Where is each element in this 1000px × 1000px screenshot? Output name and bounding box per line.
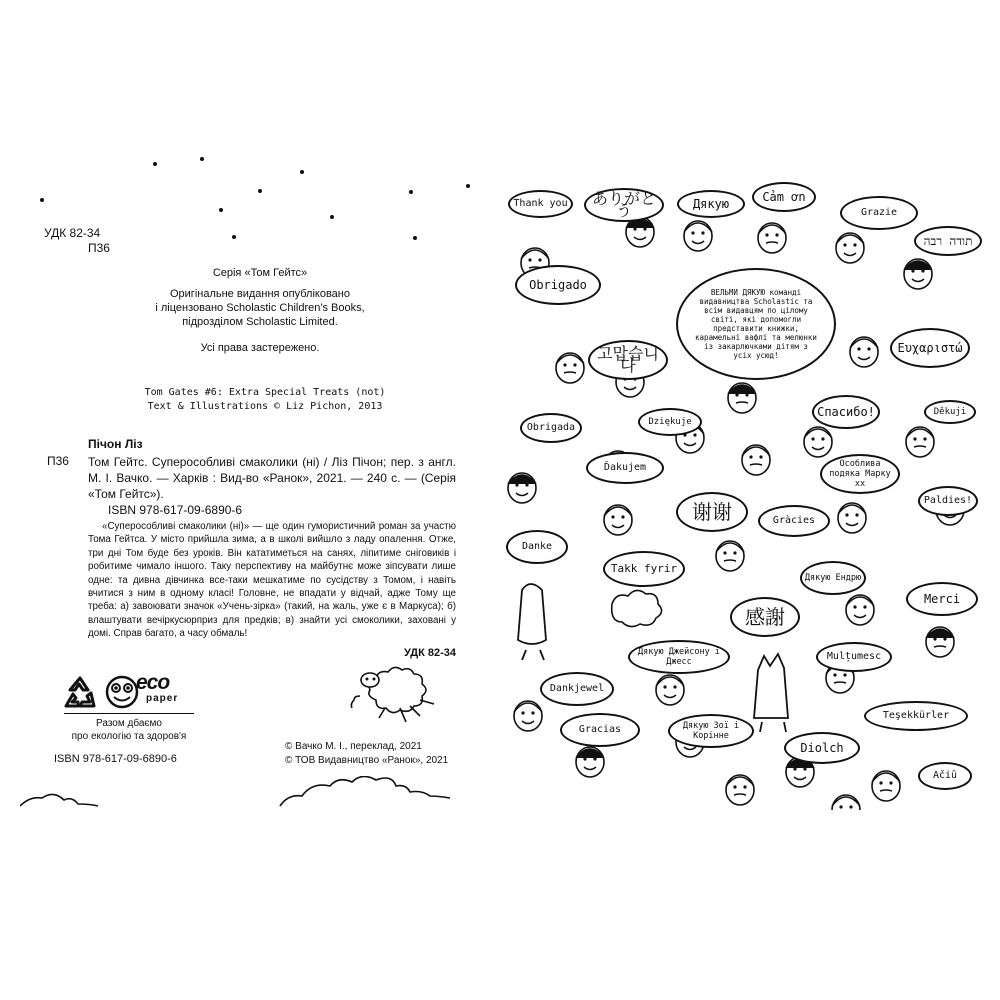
doodle-face-icon xyxy=(872,771,900,801)
snow-dot xyxy=(40,198,44,202)
bubble-gracies: Gràcies xyxy=(758,505,830,537)
udk-top: УДК 82-34 xyxy=(44,226,101,240)
bubble-spasibo: Спасибо! xyxy=(812,395,880,429)
snow-dot xyxy=(300,170,304,174)
bubble-cam-on: Cảm ơn xyxy=(752,182,816,212)
bubble-paldies: Paldies! xyxy=(918,486,978,516)
bubble-merci: Merci xyxy=(906,582,978,616)
doodle-face-icon xyxy=(742,445,770,475)
bubble-dankjewel: Dankjewel xyxy=(540,672,614,706)
bubble-gomapseumnida: 고맙습니다 xyxy=(588,340,668,380)
doodle-face-icon xyxy=(514,701,542,731)
snow-dot xyxy=(232,235,236,239)
doodle-face-icon xyxy=(838,503,866,533)
classification-code: П36 xyxy=(47,454,69,468)
bubble-obrigada: Obrigada xyxy=(520,413,582,443)
doodle-face-icon xyxy=(758,223,786,253)
sheep-doodle-icon xyxy=(612,590,662,626)
bubble-thanks-jason-jess: Дякую Джейсону і Джесс xyxy=(628,640,730,674)
snow-dot xyxy=(200,157,204,161)
doodle-face-icon xyxy=(556,353,584,383)
eco-logo-text: eco xyxy=(136,671,170,694)
snow-dot xyxy=(409,190,413,194)
doodle-face-icon xyxy=(804,427,832,457)
bubble-dakujem: Ďakujem xyxy=(586,452,664,484)
doodle-face-icon xyxy=(904,259,932,289)
snow-dot xyxy=(258,189,262,193)
bubble-takk-fyrir: Takk fyrir xyxy=(603,551,685,587)
bubble-dziekuje: Dziękuje xyxy=(638,408,702,436)
bug-doodle-icon xyxy=(518,584,546,660)
copyright-publisher: © ТОВ Видавництво «Ранок», 2021 xyxy=(285,755,449,766)
bubble-thank-you: Thank you xyxy=(508,190,573,218)
bubble-thanks-zoe-corinne: Дякую Зої і Корінне xyxy=(668,714,754,748)
snow-hills-drawing xyxy=(20,776,470,816)
doodle-face-icon xyxy=(850,337,878,367)
doodle-face-icon xyxy=(728,383,756,413)
smiley-icon xyxy=(107,677,137,707)
doodle-face-icon xyxy=(926,627,954,657)
bubble-toda-raba: תודה רבה xyxy=(914,226,982,256)
udk-bottom: УДК 82-34 xyxy=(403,647,456,659)
bubble-gracias: Gracias xyxy=(560,713,640,747)
bubble-efcharisto: Ευχαριστώ xyxy=(890,328,970,368)
bubble-arigatou: ありがとう xyxy=(584,188,664,222)
bubble-multumesc: Mulțumesc xyxy=(816,642,892,672)
bubble-diolch: Diolch xyxy=(784,732,860,764)
bibliographic-description: Том Гейтс. Суперособливі смаколики (ні) / Ліз Пічон; пер. з англ. М. І. Вачко. — Харків : Вид-во «Ранок», 2021. — 240 с. — (Серія «Том Гейтс»). xyxy=(88,455,456,501)
doodle-face-icon xyxy=(836,233,864,263)
bubble-kansha: 感謝 xyxy=(730,597,800,637)
original-title: Tom Gates #6: Extra Special Treats (not) xyxy=(144,387,386,398)
doodle-face-icon xyxy=(832,795,860,810)
bubble-xiexie: 谢谢 xyxy=(676,492,748,532)
doodle-face-icon xyxy=(906,427,934,457)
series-line: Серія «Том Гейтс» xyxy=(212,267,308,279)
doodle-face-icon xyxy=(656,675,684,705)
eco-slogan: Разом дбаємо про екологію та здоров'я xyxy=(71,718,187,742)
doodle-face-icon xyxy=(508,473,536,503)
original-publication: Оригінальне видання опубліковано і ліцензовано Scholastic Children's Books, підрозділом Scholastic Limited. xyxy=(155,288,365,328)
doodle-face-icon xyxy=(576,747,604,777)
bubble-dyakuyu: Дякую xyxy=(677,190,745,218)
isbn-bottom: ISBN 978-617-09-6890-6 xyxy=(54,753,177,765)
bubble-special-thanks: Особлива подяка Марку хх xyxy=(820,454,900,494)
doodle-face-icon xyxy=(604,505,632,535)
original-copyright: Text & Illustrations © Liz Pichon, 2013 xyxy=(147,401,383,412)
author-name: Пічон Ліз xyxy=(88,437,143,451)
copyright-translation: © Вачко М. І., переклад, 2021 xyxy=(285,741,422,752)
bubble-dekuji: Děkuji xyxy=(924,400,976,424)
isbn-line: ISBN 978-617-09-6890-6 xyxy=(108,503,243,517)
bubble-thanks-andrew: Дякую Ендрю xyxy=(800,561,866,595)
rights-reserved: Усі права застережено. xyxy=(200,342,320,354)
eco-paper-text: paper xyxy=(146,693,179,704)
flying-sheep-illustration xyxy=(340,660,460,735)
snow-dot xyxy=(153,162,157,166)
eco-divider xyxy=(64,713,194,714)
bubble-tesekkurler: Teşekkürler xyxy=(864,701,968,731)
snow-dot xyxy=(413,236,417,240)
bubble-grazie: Grazie xyxy=(840,196,918,230)
doodle-face-icon xyxy=(726,775,754,805)
bbk-top: П36 xyxy=(88,241,110,255)
doodle-face-icon xyxy=(684,221,712,251)
snow-dot xyxy=(330,215,334,219)
book-annotation: «Суперособливі смаколики (ні)» — ще один гумористичний роман за участю Тома Гейтса. У місто прийшла зима, а в школі вийшло з ладу опалення. Отже, три дні Том буде без уроків. Він кататиметься на санях, ліпитиме сніговиків і робитиме чимало іншого. Таку перспективу на майбутнє може зіпсувати лише одне: та дивна дівчинка все-таки мешкатиме по сусідству з Томом, і навіть вчитися з ним в одному класі! Головне, не впадати у відчай, адже Тому ще треба: а) завоювати значок «Учень-зірка» (такий, на жаль, уже є в Маркуса); б) влаштувати вечіркусюрприз для предків; в) знайти усі смоколики, заховані у домі. Справ багато, а часу обмаль! xyxy=(88,521,456,640)
bubble-aciu: Ačiū xyxy=(918,762,972,790)
thanks-note-bubble: ВЕЛЬМИ ДЯКУЮ команді видавництва Scholastic та всім видавцям по цілому світі, які допомогли представити книжки, карамельні вафлі та мелюнки із закарлючками дітям з усіх усюд! xyxy=(676,268,836,380)
bubble-obrigado: Obrigado xyxy=(515,265,601,305)
doodle-face-icon xyxy=(716,541,744,571)
bubble-danke: Danke xyxy=(506,530,568,564)
snow-dot xyxy=(219,208,223,212)
monster-doodle-icon xyxy=(754,654,788,732)
snow-dot xyxy=(466,184,470,188)
doodle-face-icon xyxy=(846,595,874,625)
